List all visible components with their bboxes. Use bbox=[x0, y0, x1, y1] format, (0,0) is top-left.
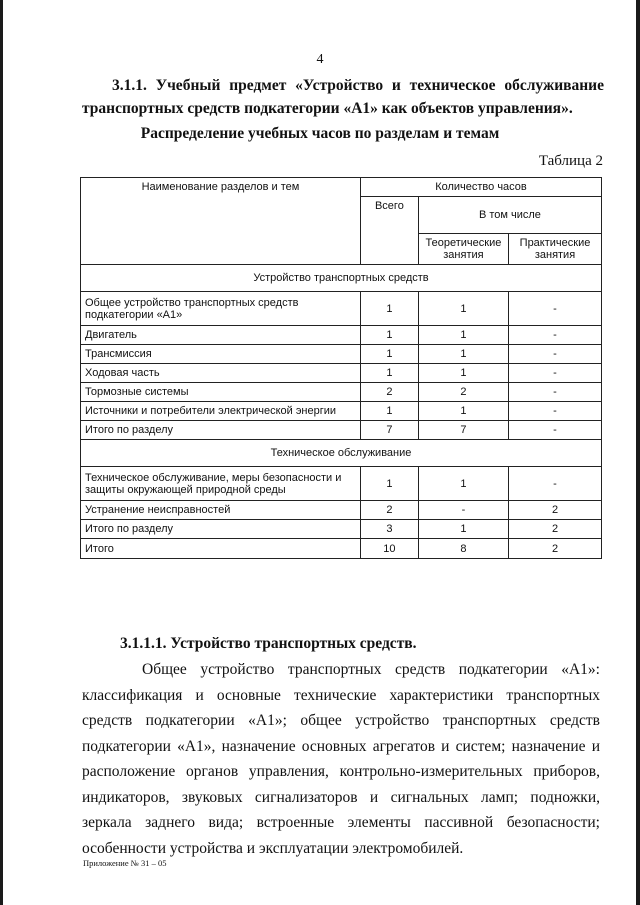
hours-table bbox=[80, 177, 602, 559]
row-practice: 2 bbox=[509, 520, 602, 539]
row-name: Тормозные системы bbox=[81, 383, 361, 402]
row-practice: - bbox=[509, 383, 602, 402]
row-total: 3 bbox=[360, 520, 418, 539]
table-row bbox=[81, 421, 602, 440]
row-total: 1 bbox=[360, 364, 418, 383]
row-name: Общее устройство транспортных средств подкатегории «А1» bbox=[81, 292, 361, 326]
section-row bbox=[81, 265, 602, 292]
table-row bbox=[81, 383, 602, 402]
section-title: Техническое обслуживание bbox=[81, 440, 602, 467]
row-name: Итого по разделу bbox=[81, 421, 361, 440]
row-total: 1 bbox=[360, 292, 418, 326]
row-total: 2 bbox=[360, 501, 418, 520]
section-heading bbox=[82, 74, 604, 120]
total-practice: 2 bbox=[509, 539, 602, 559]
row-total: 1 bbox=[360, 402, 418, 421]
header-practice: Практические занятия bbox=[509, 234, 602, 265]
row-name: Техническое обслуживание, меры безопасности и защиты окружающей природной среды bbox=[81, 467, 361, 501]
table-caption: Таблица 2 bbox=[538, 153, 603, 169]
row-total: 1 bbox=[360, 345, 418, 364]
row-practice: - bbox=[509, 421, 602, 440]
row-name: Ходовая часть bbox=[81, 364, 361, 383]
row-practice: - bbox=[509, 345, 602, 364]
subsection-title: 3.1.1.1. Устройство транспортных средств. bbox=[120, 635, 417, 652]
table-row bbox=[81, 501, 602, 520]
row-practice: - bbox=[509, 364, 602, 383]
row-practice: 2 bbox=[509, 501, 602, 520]
table-body bbox=[81, 265, 602, 559]
row-total: 2 bbox=[360, 383, 418, 402]
row-theory: 7 bbox=[418, 421, 508, 440]
section-heading-line-2: транспортных средств подкатегории «А1» как объектов управления». bbox=[82, 100, 573, 117]
table-title: Распределение учебных часов по разделам и темам bbox=[140, 125, 500, 142]
row-theory: 1 bbox=[418, 364, 508, 383]
row-name: Трансмиссия bbox=[81, 345, 361, 364]
row-theory: 1 bbox=[418, 292, 508, 326]
footer-note: Приложение № 31 – 05 bbox=[83, 858, 167, 868]
row-theory: - bbox=[418, 501, 508, 520]
row-name: Двигатель bbox=[81, 326, 361, 345]
row-total: 7 bbox=[360, 421, 418, 440]
table-row bbox=[81, 520, 602, 539]
section-title: Устройство транспортных средств bbox=[81, 265, 602, 292]
row-name: Источники и потребители электрической энергии bbox=[81, 402, 361, 421]
table-row bbox=[81, 345, 602, 364]
row-theory: 2 bbox=[418, 383, 508, 402]
body-paragraph-text: Общее устройство транспортных средств подкатегории «А1»: классификация и основные технические характеристики транспортных средств подкатегории «А1»; общее устройство транспортных средств подкатегории «А1», назначение основных агрегатов и систем; назначение и расположение органов управления, контрольно-измерительных приборов, индикаторов, звуковых сигнализаторов и сигнальных ламп; подножки, зеркала заднего вида; встроенные элементы пассивной безопасности; особенности устройства и эксплуатации электромобилей. bbox=[82, 661, 600, 857]
row-practice: - bbox=[509, 402, 602, 421]
total-theory: 8 bbox=[418, 539, 508, 559]
body-paragraph bbox=[82, 657, 600, 861]
table-row bbox=[81, 292, 602, 326]
row-theory: 1 bbox=[418, 520, 508, 539]
row-total: 1 bbox=[360, 326, 418, 345]
table-total-row bbox=[81, 539, 602, 559]
row-practice: - bbox=[509, 292, 602, 326]
table-row bbox=[81, 402, 602, 421]
row-theory: 1 bbox=[418, 345, 508, 364]
header-name: Наименование разделов и тем bbox=[81, 178, 361, 265]
header-hours: Количество часов bbox=[360, 178, 601, 197]
row-name: Итого по разделу bbox=[81, 520, 361, 539]
header-including: В том числе bbox=[418, 197, 601, 234]
section-row bbox=[81, 440, 602, 467]
total-name: Итого bbox=[81, 539, 361, 559]
row-total: 1 bbox=[360, 467, 418, 501]
page-number: 4 bbox=[316, 52, 324, 67]
row-practice: - bbox=[509, 467, 602, 501]
header-total: Всего bbox=[360, 197, 418, 265]
row-name: Устранение неисправностей bbox=[81, 501, 361, 520]
row-practice: - bbox=[509, 326, 602, 345]
row-theory: 1 bbox=[418, 326, 508, 345]
section-heading-line-1: 3.1.1. Учебный предмет «Устройство и техническое обслуживание bbox=[112, 77, 604, 94]
table-row bbox=[81, 364, 602, 383]
row-theory: 1 bbox=[418, 402, 508, 421]
header-theory: Теоретические занятия bbox=[418, 234, 508, 265]
table-row bbox=[81, 326, 602, 345]
total-total: 10 bbox=[360, 539, 418, 559]
row-theory: 1 bbox=[418, 467, 508, 501]
table-row bbox=[81, 467, 602, 501]
